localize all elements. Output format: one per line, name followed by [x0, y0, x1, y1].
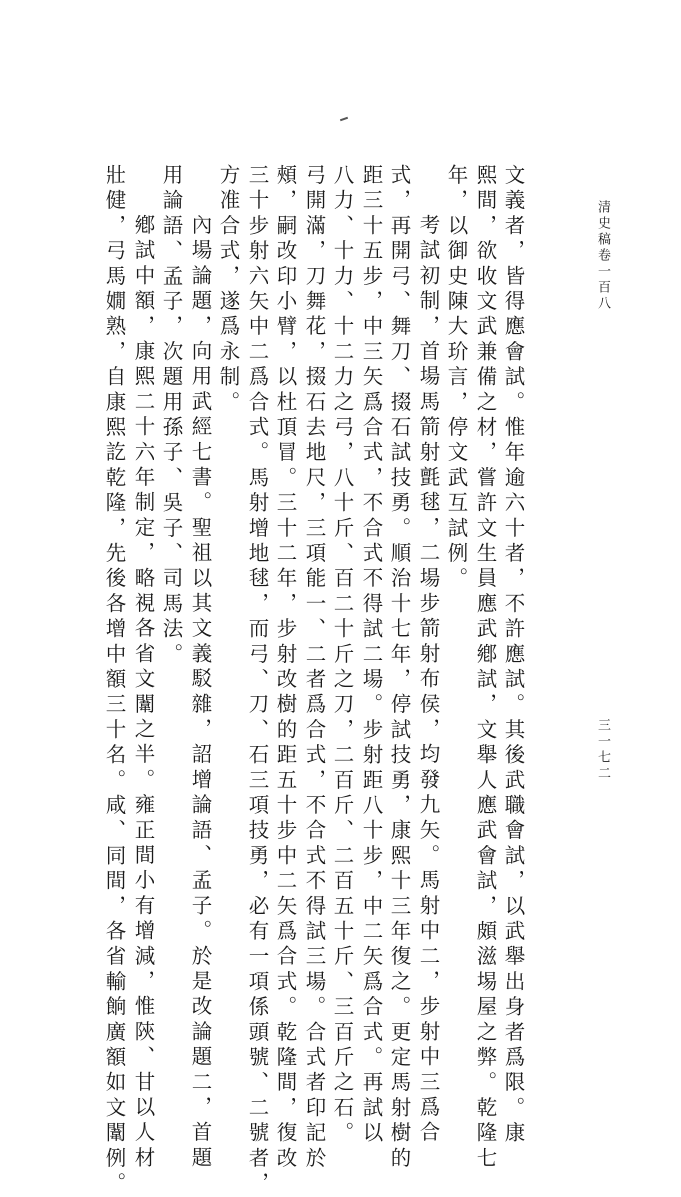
- text-column: 方准合式，遂爲永制。: [216, 164, 240, 416]
- text-column: 頰，嗣改印小臂，以杜頂冒。三十二年，步射改樹的距五十步中二矢爲合式。乾隆間，復改: [273, 164, 297, 1172]
- page-number: 三一七二: [595, 718, 610, 782]
- running-head: 清史稿卷一百八: [595, 200, 610, 312]
- text-column: 距三十五步，中三矢爲合式，不合式不得試二場。步射距八十步，中二矢爲合式。再試以: [359, 164, 383, 1147]
- text-column: 八力、十力、十二力之弓，八十斤、百二十斤之刀，二百斤、二百五十斤、三百斤之石。: [330, 164, 354, 1147]
- text-column: 式，再開弓、舞刀、掇石試技勇。順治十七年，停試技勇，康熙十三年復之。更定馬射樹的: [387, 164, 411, 1172]
- text-column: 年，以御史陳大玠言，停文武互試例。: [444, 164, 468, 593]
- ink-mark: [340, 117, 348, 122]
- text-column: 用論語、孟子，次題用孫子、吳子、司馬法。: [159, 164, 183, 668]
- text-column: 弓開滿，刀舞花，掇石去地尺，三項能一、二者爲合式，不合式不得試三場。合式者印記於: [302, 164, 326, 1172]
- paragraph-start-column: 考試初制，首場馬箭射氈毬，二場步箭射布侯，均發九矢。馬射中二，步射中三爲合: [416, 214, 440, 1147]
- text-column: 壯健，弓馬嫺熟，自康熙訖乾隆，先後各增中額三十名。咸、同間，各省輸餉廣額如文闈例。: [102, 164, 126, 1197]
- text-column: 三十步射六矢中二爲合式。馬射增地毬，而弓、刀、石三項技勇，必有一項係頭號、二號者，: [245, 164, 269, 1197]
- text-column: 文義者，皆得應會試。惟年逾六十者，不許應試。其後武職會試，以武舉出身者爲限。康: [501, 164, 525, 1147]
- text-column: 熙間，欲收文武兼備之材，嘗許文生員應武鄕試，文舉人應武會試，頗滋埸屋之弊。乾隆七: [473, 164, 497, 1172]
- paragraph-start-column: 鄕試中額，康熙二十六年制定，略視各省文闈之半。雍正間小有增減，惟陝、甘以人材: [131, 214, 155, 1172]
- paragraph-start-column: 內場論題，向用武經七書。聖祖以其文義駁雜，詔增論語、孟子。於是改論題二，首題: [188, 214, 212, 1172]
